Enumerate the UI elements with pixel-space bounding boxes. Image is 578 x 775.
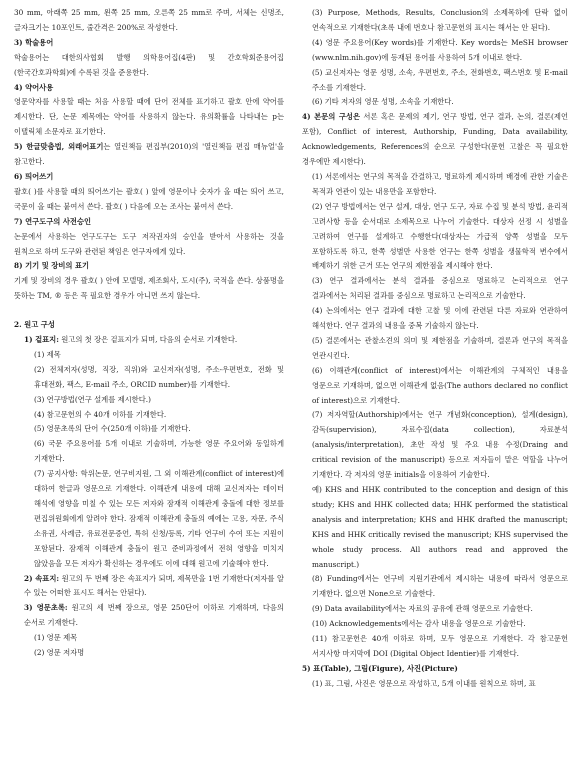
list-item: (3) Purpose, Methods, Results, Conclusion의 소제목하에 단락 없이 연속적으로 기재한다(초록 내에 번호나 참고문헌의 표시는 해서는 안 된다).: [312, 8, 568, 32]
list-item: (4) 논의에서는 연구 결과에 대한 고찰 및 이에 관련된 다른 자료와 연관하여 해석한다. 연구 결과의 내용을 중복 기술하지 않는다.: [312, 306, 568, 331]
item-heading: 6) 띄어쓰기: [14, 171, 54, 181]
right-column: [302, 6, 568, 771]
list-item: (5) 영문초록의 단어 수(250개 이하)를 기재한다.: [34, 424, 191, 434]
list-item: (4) 참고문헌의 수 40개 이하를 기재한다.: [34, 409, 167, 419]
item-text: 논문에서 사용하는 연구도구는 도구 저작권자의 승인을 받아서 사용하는 것을 원칙으로 하며 도구와 관련된 책임은 연구자에게 있다.: [14, 231, 284, 256]
list-item: (3) 연구 결과에서는 분석 결과를 중심으로 명료하고 논리적으로 연구 결과에서는 처리된 결과를 중심으로 명료하고 논리적으로 기술한다.: [312, 276, 568, 301]
list-item: (1) 표, 그림, 사진은 영문으로 작성하고, 5개 이내를 원칙으로 하며, 표: [312, 678, 536, 688]
cover-page-item: 1) 겉표지: 원고의 첫 장은 겉표지가 되며, 다음의 순서로 기재한다.: [24, 335, 238, 345]
list-item: (6) 국문 주요용어를 5개 이내로 기술하며, 가능한 영문 주요어와 동일하게 기재한다.: [34, 439, 284, 464]
left-column: [14, 6, 284, 771]
list-item: (7) 공지사항: 학위논문, 연구비지원, 그 외 이해관계(conflict of interest)에 대하여 한글과 영문으로 기재한다. 이해관계 내용에 대해 교신저자는 데이터 해석에 영향을 미칠 수 있는 모든 저자와 잠재적 이해관계 충돌에 대한 정보를 편집위원회에게 알려야 한다. 잠재적 이해관계 충돌의 예에는 고용, 자문, 주식 소유권, 사례금, 유료전문증언, 특허 신청/등록, 기타 연구비 수여 또는 지원이 포함된다. 잠재적 이해관계 충돌이 원고 준비과정에서 전혀 영향을 미치지 않았음을 모든 저자가 확신하는 경우에도 이에 대해 원고에 기술해야 한다.: [34, 469, 284, 568]
example-paragraph: 예) KHS and HHK contributed to the conception and design of this study; KHS and HHK collected data; HHK performed the statistical analysis and interpretation; KHS and HHK drafted the manuscript; KHS and HHK critically revised the manuscript; KHS supervised the whole study process. All authors read and approved the manuscript.): [312, 485, 568, 569]
list-item: (1) 영문 제목: [34, 633, 78, 643]
list-item: (2) 영문 저자명: [34, 648, 85, 658]
list-item: (1) 서론에서는 연구의 목적을 간결하고, 명료하게 제시하며 배경에 관한 기술은 목적과 연관이 있는 내용만을 포함한다.: [312, 171, 568, 196]
item-heading: 3) 학술용어: [14, 37, 54, 47]
list-item: (11) 참고문헌은 40개 이하로 하며, 모두 영문으로 기재한다. 각 참고문헌 서지사항 마지막에 DOI (Digital Object Identier)를 기재한다.: [312, 634, 568, 658]
list-item: (2) 연구 방법에서는 연구 설계, 대상, 연구 도구, 자료 수집 및 분석 방법, 윤리적 고려사항 등을 순서대로 소제목으로 나누어 기술한다. 대상자 선정 시 성별을 고려하여 연구를 설계하고 수행한다(대상자는 가급적 양쪽 성별을 모두 포함하도록 하고, 한쪽 성별만 사용한 연구는 한쪽 성별을 생물학적 변수에서 배제하기 위한 근거 또는 연구의 제한점을 제시해야 한다.: [312, 201, 568, 271]
abstract-item: 3) 영문초록: 원고의 세 번째 장으로, 영문 250단어 이하로 기재하며, 다음의 순서로 기재한다.: [24, 603, 284, 628]
list-item: (6) 기타 저자의 영문 성명, 소속을 기재한다.: [312, 97, 454, 107]
item-text: 학술용어는 대한의사협회 발행 의학용어집(4판) 및 간호학회준용어집(한국간호과학회)에 수록된 것을 준용한다.: [14, 52, 284, 77]
list-item: (5) 교신저자는 영문 성명, 소속, 우편번호, 주소, 전화번호, 팩스번호 및 E-mail 주소를 기재한다.: [312, 67, 568, 92]
item-paragraph: 5) 한글맞춤법, 외래어표기는 열린책들 편집부(2010)의 '열린책들 편집 매뉴얼'을 참고한다.: [14, 142, 284, 167]
item-heading: 7) 연구도구의 사전승인: [14, 216, 92, 226]
list-item: (6) 이해관계(conflict of interest)에서는 이해관계의 구체적인 내용을 영문으로 기재하며, 없으면 이해관계 없음(The authors declared no conflict of interest)으로 기재한다.: [312, 365, 568, 405]
list-item: (10) Acknowledgements에서는 감사 내용을 영문으로 기술한다.: [312, 619, 526, 629]
list-item: (8) Funding에서는 연구비 지원기관에서 제시하는 내용에 따라서 영문으로 기재한다. 없으면 None으로 기술한다.: [312, 574, 568, 599]
tables-heading: 5) 표(Table), 그림(Figure), 사진(Picture): [302, 663, 458, 673]
item-text: 괄호( )를 사용할 때의 띄어쓰기는 괄호( ) 앞에 영문이나 숫자가 올 때는 띄어 쓰고, 국문이 올 때는 붙여서 쓴다. 괄호( ) 다음에 오는 조사는 붙여서 쓴다.: [14, 186, 284, 211]
section-spacer: [14, 304, 284, 318]
list-item: (4) 영문 주요용어(Key words)를 기재한다. Key words는 MeSH browser (www.nlm.nih.gov)에 등재된 용어를 사용하여 5개 이내로 한다.: [312, 37, 568, 62]
item-heading: 8) 기기 및 장비의 표기: [14, 261, 90, 271]
item-heading: 4) 약어사용: [14, 82, 54, 92]
list-item: (5) 결론에서는 관찰소견의 의미 및 제한점을 기술하며, 결론과 연구의 목적을 연관시킨다.: [312, 335, 568, 360]
list-item: (3) 연구방법(연구 설계를 제시한다.): [34, 394, 151, 404]
intro-paragraph-tail: 30 mm, 아래쪽 25 mm, 왼쪽 25 mm, 오른쪽 25 mm로 주며, 서체는 신명조, 글자크기는 10포인트, 줄간격은 200%로 작성한다.: [14, 8, 284, 32]
item-text: 영문약자를 사용할 때는 처음 사용할 때에 단어 전체를 표기하고 괄호 안에 약어를 제시한다. 단, 논문 제목에는 약어를 사용하지 않는다. 유의확률을 나타내는 p는 이탤릭체 소문자로 표기한다.: [14, 97, 284, 137]
list-item: (2) 전체저자(성명, 직장, 직위)와 교신저자(성명, 주소-우편번호, 전화 및 휴대전화, 팩스, E-mail 주소, ORCID number)를 기재한다.: [34, 364, 284, 389]
body-structure-item: 4) 본문의 구성은 서론 혹은 문제의 제기, 연구 방법, 연구 결과, 논의, 결론(제언 포함), Conflict of interest, Authorship, Funding, Data availability, Acknowledgements, References의 순으로 구성한다(문헌 고찰은 꼭 필요한 경우에만 제시한다).: [302, 112, 568, 167]
section-title: 2. 원고 구성: [14, 320, 55, 330]
list-item: (1) 제목: [34, 349, 61, 359]
list-item: (9) Data availability에서는 자료의 공유에 관해 영문으로 기술한다.: [312, 604, 533, 614]
list-item: (7) 저자역할(Authorship)에서는 연구 개념화(conception), 설계(design), 감독(supervision), 자료수집(data collection), 자료분석(analysis/interpretation), 초안 작성 및 주요 내용 수정(Draing and critical revision of the manuscript) 등으로 저자들이 맡은 역할을 나누어 기재한다. 각 저자의 영문 initials을 이용하여 기술한다.: [312, 410, 568, 480]
item-text: 기계 및 장비의 경우 괄호( ) 안에 모델명, 제조회사, 도시(주), 국적을 쓴다. 상품명을 뜻하는 TM, ® 등은 꼭 필요한 경우가 아니면 쓰지 않는다.: [14, 276, 284, 301]
title-page-item: 2) 속표지: 원고의 두 번째 장은 속표지가 되며, 제목만을 1번 기재한다(저자를 알 수 있는 어떠한 표시도 해서는 안된다).: [24, 573, 284, 598]
